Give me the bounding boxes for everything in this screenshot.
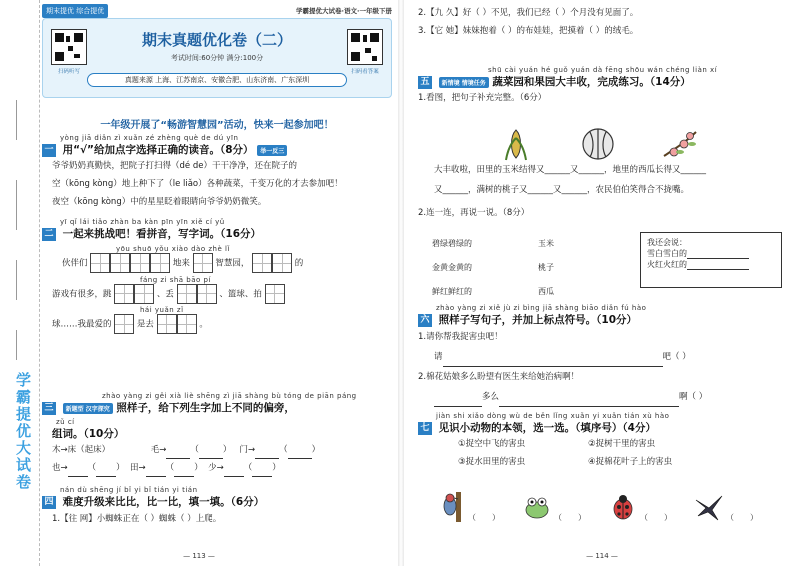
book-header: 学霸提优大试卷·语文·一年级下册 [296, 7, 392, 15]
writing-box[interactable] [150, 253, 170, 273]
fill-line: 大丰收啦，田里的玉米结得又______又______，地里的西瓜长得又______ [434, 165, 707, 175]
section-5-q1: 1.看图，把句子补充完整。（6分） [418, 93, 547, 103]
section-5 [418, 66, 790, 107]
exam-title: 期末真题优化卷（二） [141, 31, 292, 49]
answer-blank[interactable] [146, 476, 166, 477]
writing-box[interactable] [265, 284, 285, 304]
section-number: 一 [42, 144, 56, 157]
answer-blank[interactable] [687, 269, 749, 270]
section-4-line: 1.【往 网】小蜘蛛正在（ ）蜘蛛（ ）上爬。 [52, 514, 222, 524]
pinyin-row: hái yuǎn zǐ [140, 306, 184, 314]
section-badge: 新题型 汉字探究 [63, 403, 113, 414]
section-number: 三 [42, 402, 56, 415]
binding-line [16, 330, 17, 360]
section-number: 五 [418, 76, 432, 89]
writing-box[interactable] [193, 253, 213, 273]
peach-branch-icon [662, 126, 698, 162]
section-4-head: 四 难度升级来比比，比一比，填一填。（6分） [42, 494, 392, 509]
right-page [404, 0, 800, 566]
section-badge: 新情境 情境任务 [439, 77, 489, 88]
match-item[interactable]: 西瓜 [538, 287, 554, 296]
answer-blank[interactable] [288, 458, 312, 459]
section-3-pinyin: zhào yàng zi gěi xià liè shēng zì jiā shàng bù tóng de piān páng [102, 392, 357, 400]
example-word: 木→床（起床） [52, 445, 111, 455]
match-item[interactable]: 鲜红鲜红的 [432, 287, 472, 296]
section-number: 七 [418, 422, 432, 435]
binding-line [16, 180, 17, 230]
qr-left-caption: 扫码听写 [57, 69, 80, 75]
section-6-head: 六 照样子写句子，并加上标点符号。（10分） [418, 312, 790, 327]
section-number: 二 [42, 228, 56, 241]
answer-paren[interactable]: （ ） [726, 513, 758, 522]
writing-box[interactable] [90, 253, 110, 273]
match-item[interactable]: 玉米 [538, 239, 554, 248]
example-sentence: 1.请你帮我捉害虫吧！ [418, 332, 503, 342]
watermelon-icon [580, 126, 616, 162]
answer-blank[interactable] [96, 476, 116, 477]
ladybug-icon [608, 492, 638, 522]
question-3: 3.【它 她】妹妹抱着（ ）的布娃娃，把摸着（ ）的绒毛。 [418, 26, 639, 36]
answer-paren[interactable]: （ ） [640, 513, 672, 522]
section-7 [418, 412, 790, 471]
writing-box[interactable] [110, 253, 130, 273]
section-1-line: 夜空（kōng kòng）中的星星眨着眼睛向爷爷奶奶微笑。 [52, 197, 267, 207]
woodpecker-icon [436, 492, 466, 522]
answer-blank[interactable] [68, 476, 88, 477]
writing-box[interactable] [177, 284, 197, 304]
section-5-pinyin: shū cài yuán hé guǒ yuán dà fēng shōu wán chéng liàn xí [488, 66, 718, 74]
pinyin-row: fáng zi shā bāo pí [140, 275, 211, 284]
fill-line: 又______，满树的桃子又______又______，农民伯伯笑得合不拢嘴。 [434, 185, 690, 195]
section-1-head: 一 用“√”给加点字选择正确的读音。（8分） 举一反三 [42, 142, 392, 157]
section-1-pinyin: yòng jiā diǎn zì xuǎn zé zhèng què de dú yīn [60, 134, 239, 142]
title-box [42, 18, 392, 98]
section-number: 六 [418, 314, 432, 327]
match-item[interactable]: 桃子 [538, 263, 554, 272]
option: ①捉空中飞的害虫 [458, 439, 526, 449]
writing-box[interactable] [157, 314, 177, 334]
frog-icon [522, 492, 552, 522]
section-6: zhào yàng zi xiě jù zi bìng jiā shàng biāo diǎn fú hào 六 照样子写句子，并加上标点符号。（10分） 1.请你帮我捉害虫吧！ 请 吧（ ） 2.棉花姑娘多么盼望有医生来给她治病啊！ 多么 啊（ ） [418, 304, 790, 407]
answer-blank[interactable] [434, 406, 482, 407]
match-item[interactable]: 金黄金黄的 [432, 263, 472, 272]
option: ③捉水田里的害虫 [458, 457, 526, 467]
writing-box[interactable] [272, 253, 292, 273]
writing-box[interactable] [114, 314, 134, 334]
section-6-pinyin: zhào yàng zi xiě jù zi bìng jiā shàng biāo diǎn fú hào [436, 304, 647, 312]
answer-blank[interactable] [252, 476, 272, 477]
example-sentence: 2.棉花姑娘多么盼望有医生来给她治病啊！ [418, 372, 580, 382]
qr-right-caption: 扫码看答案 [351, 69, 379, 75]
section-5-q2: 2.连一连，再说一说。（8分） [418, 208, 530, 218]
binding-strip [0, 0, 40, 566]
match-col-1 [432, 232, 472, 304]
extra-box: 我还会说： 雪白雪白的 火红火红的 [640, 232, 782, 288]
intro-line: 一年级开展了“畅游智慧园”活动，快来一起参加吧！ [100, 120, 334, 131]
answer-paren[interactable]: （ ） [554, 513, 586, 522]
binding-brand: 学霸提优大试卷 [14, 372, 32, 491]
page-number-left: — 113 — [183, 552, 215, 560]
writing-box[interactable] [130, 253, 150, 273]
section-1 [42, 134, 392, 211]
question-2: 2.【九 久】好（ ）不见，我们已经（ ）个月没有见面了。 [418, 8, 639, 18]
exam-tag: 期末提优 综合提优 [42, 4, 108, 18]
left-page [0, 0, 398, 566]
section-4 [42, 486, 392, 529]
section-3-pinyin-2: zǔ cí [56, 418, 75, 426]
section-3: zhào yàng zi gěi xià liè shēng zì jiā shàng bù tóng de piān páng 三 新题型 汉字探究 照样子，给下列生字加上不同的偏旁， zǔ cí 组词。（10分） 木→床（起床） 毛→ （ ） 门→ （ ） 也→ （ ） 田→ （ ） 少→ （ ） [42, 392, 392, 477]
exam-meta: 考试时间:60分钟 满分:100分 [170, 54, 264, 62]
answer-blank[interactable] [174, 476, 194, 477]
section-7-head: 七 见识小动物的本领，选一选。（填序号）（4分） [418, 420, 790, 435]
section-2-head: 二 一起来挑战吧！看拼音，写字词。（16分） [42, 226, 392, 241]
page-number-right: — 114 — [586, 552, 618, 560]
section-5-head: 五 新情境 情境任务 蔬菜园和果园大丰收，完成练习。（14分） [418, 74, 790, 89]
answer-blank[interactable] [224, 476, 244, 477]
section-1-line: 空（kōng kòng）地上种下了（le liǎo）各种蔬菜，千变万化的才去参加吧！ [52, 179, 343, 189]
writing-box[interactable] [177, 314, 197, 334]
binding-line [16, 260, 17, 300]
pinyin-row: yōu shuō yǒu xiào dào zhè lǐ [116, 245, 230, 253]
swallow-icon [694, 492, 724, 522]
section-1-line: 爷爷奶奶真勤快，把院子打扫得（dé de）干干净净，还在院子的 [52, 161, 297, 171]
match-item[interactable]: 碧绿碧绿的 [432, 239, 472, 248]
section-7-pinyin: jiàn shi xiǎo dòng wù de běn lǐng xuǎn yi xuǎn tián xù hào [436, 412, 670, 420]
section-4-pinyin: nán dù shēng jí bǐ yi bǐ tián yi tián [60, 486, 198, 494]
match-col-2 [538, 232, 554, 304]
writing-box[interactable] [114, 284, 134, 304]
corn-icon [498, 126, 534, 162]
section-2-pinyin: yī qǐ lái tiǎo zhàn ba kàn pīn yīn xiě cí yǔ [60, 218, 225, 226]
answer-blank[interactable] [499, 406, 679, 407]
extra-box-title: 我还会说： [647, 238, 687, 247]
option: ②捉树干里的害虫 [588, 439, 656, 449]
writing-box[interactable] [134, 284, 154, 304]
writing-box[interactable] [252, 253, 272, 273]
section-number: 四 [42, 496, 56, 509]
section-2: yī qǐ lái tiǎo zhàn ba kàn pīn yīn xiě cí yǔ 二 一起来挑战吧！看拼音，写字词。（16分） yōu shuō yǒu xiào dào zhè lǐ 伙伴们 地来 智慧园， 的 fáng zi shā bāo pí 游戏有很多，跳 、丢 、篮球、拍 hái yuǎn zǐ 球……我最爱的 是去 。 [42, 218, 392, 335]
answer-paren[interactable]: （ ） [468, 513, 500, 522]
source-bar: 真题来源 上海、江苏南京、安徽合肥、山东济南、广东深圳 [87, 73, 347, 87]
section-3-head: 三 新题型 汉字探究 照样子，给下列生字加上不同的偏旁， [42, 400, 392, 415]
section-3-head-2: 组词。（10分） [52, 428, 125, 440]
option: ④捉棉花叶子上的害虫 [588, 457, 673, 467]
writing-box[interactable] [197, 284, 217, 304]
binding-line [16, 100, 17, 140]
section-badge: 举一反三 [257, 145, 287, 156]
